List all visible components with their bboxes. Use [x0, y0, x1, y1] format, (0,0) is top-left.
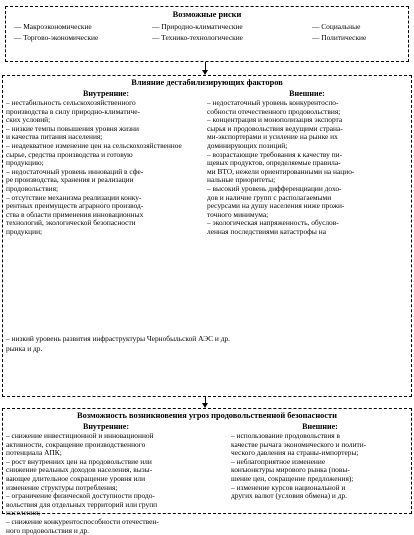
- factors-external-line: ми-экспортерами и усиление на рынке их: [207, 132, 338, 142]
- factors-internal-line: продукцию;: [6, 158, 44, 168]
- factors-external-line: ресурсами на душу населения ниже прожи-: [207, 201, 345, 211]
- factors-external-line: ленная последствиями катастрофы на: [207, 226, 326, 236]
- factors-internal-line: технологий, экологической безопасности: [6, 218, 136, 228]
- threats-external-header: Внешние:: [302, 422, 338, 431]
- factors-external-line: ми ВТО, нежели ориентированными на нацио-: [207, 166, 355, 176]
- threats-internal-line: – рост внутренних цен на продовольствие или: [6, 456, 152, 466]
- factors-internal-column: [6, 89, 206, 237]
- factors-internal-line: – низкие темпы повышения уровня жизни: [6, 123, 139, 133]
- threats-internal-line: ного продовольствия и др.: [6, 525, 90, 535]
- threats-external-line: ческого давления на страны-импортеры;: [231, 448, 359, 458]
- factors-external-line: – возрастающие требования к качеству пи-: [207, 149, 343, 159]
- risk-political: — Политические: [312, 33, 367, 42]
- factors-internal-line: – недостаточный уровень инноваций в сфе-: [6, 166, 144, 176]
- factors-internal-line: сырье, средства производства и готовую: [6, 149, 133, 159]
- threats-internal-line: снижение реальных доходов населения, вызы-: [6, 465, 153, 475]
- factors-title: Влияние дестабилизирующих факторов: [131, 78, 283, 87]
- factors-external-line: нальные приоритеты;: [207, 175, 276, 185]
- threats-external-line: шение цен, сокращение предложения);: [231, 473, 354, 483]
- factors-internal-line: продовольствия;: [6, 183, 59, 193]
- factors-external-line: щевых продуктов, определяемые правила-: [207, 158, 341, 168]
- factors-internal-line: ре производства, хранения и реализации: [6, 175, 134, 185]
- factors-external-header: Внешние:: [289, 89, 325, 98]
- threats-external-line: других валют (условия обмена) и др.: [231, 491, 348, 501]
- risk-technical-technological: — Технико-технологические: [152, 33, 243, 42]
- factors-external-line: – экологическая напряженность, обуслов-: [207, 218, 339, 228]
- threats-internal-line: – снижение инвестиционной и инновационной: [6, 431, 154, 440]
- factors-internal-line: рентных преимуществ аграрного производ-: [6, 201, 144, 211]
- threats-internal-line: вающее длительное сокращение уровня или: [6, 473, 146, 483]
- threats-internal-column: [6, 422, 206, 535]
- threats-internal-line: – снижение конкурентоспособности отечествен-: [6, 516, 159, 526]
- factors-internal-header: Внутренние:: [82, 89, 129, 98]
- factors-internal-line: – неадекватное изменение цен на сельскохозяйственное: [6, 140, 182, 150]
- threats-internal-line: населения;: [6, 508, 41, 518]
- risks-box: [5, 6, 409, 62]
- threats-internal-line: активности, сокращение производственного: [6, 439, 146, 449]
- factors-external-line: – концентрация и монополизация экспорта: [207, 115, 343, 125]
- risk-trade-economic: — Торгово-экономические: [14, 33, 99, 42]
- factors-external-line: сырья и продовольствия ведущими страна-: [207, 123, 343, 133]
- threats-internal-header: Внутренние:: [82, 422, 129, 431]
- factors-internal-line: – отсутствие механизма реализации конку-: [6, 192, 142, 202]
- factors-internal-line: и качества питания населения;: [6, 132, 103, 142]
- factors-box: [2, 75, 412, 397]
- risk-macroeconomic: — Макроэкономические: [14, 22, 92, 31]
- factors-internal-line: продукции;: [6, 226, 43, 236]
- threats-internal-line: вольствия для отдельных территорий или групп: [6, 499, 158, 509]
- factors-external-line: собности отечественного продовольствия;: [207, 106, 341, 116]
- factors-tail-line: – низкий уровень развития инфраструктуры Чернобыльской АЭС и др.: [6, 334, 230, 343]
- threats-internal-line: – ограничение физической доступности продо-: [6, 491, 155, 501]
- factors-external-line: – недостаточный уровень конкурентоспо-: [207, 98, 339, 107]
- threats-internal-line: изменение структуры потребления;: [6, 482, 118, 492]
- risk-natural-climatic: — Природно-климатические: [152, 22, 243, 31]
- threats-internal-line: потенциала АПК;: [6, 448, 62, 458]
- factors-internal-line: ства в области применения инновационных: [6, 209, 144, 219]
- threats-external-line: – изменение курсов национальной и: [231, 482, 346, 492]
- factors-external-line: доминирующих позиций;: [207, 140, 288, 150]
- factors-internal-line: – нестабильность сельскохозяйственного: [6, 98, 136, 107]
- threats-external-column: [231, 422, 409, 501]
- threats-external-line: конъюнктуры мирового рынка (повы-: [231, 465, 350, 475]
- threats-external-line: – использование продовольствия в: [231, 431, 341, 440]
- threats-external-line: качестве рычага экономического и полити-: [231, 439, 367, 449]
- threats-external-line: – неблагоприятное изменение: [231, 456, 326, 466]
- threats-box: [2, 408, 412, 535]
- factors-internal-line: производства в силу природно-климатиче-: [6, 106, 140, 116]
- risks-title: Возможные риски: [172, 10, 242, 19]
- factors-tail-line: рынка и др.: [6, 344, 43, 353]
- risk-social: — Социальные: [312, 22, 361, 31]
- arrow-connector: [205, 62, 206, 70]
- factors-internal-line: ских условий;: [6, 115, 51, 125]
- threats-title: Возможность возникновения угроз продовольственной безопасности: [77, 411, 337, 420]
- factors-external-line: точного минимума;: [207, 209, 269, 219]
- factors-external-line: – высокий уровень дифференциации дохо-: [207, 183, 342, 193]
- factors-external-line: дов и наличие групп с располагаемыми: [207, 192, 332, 202]
- factors-external-column: [207, 89, 407, 237]
